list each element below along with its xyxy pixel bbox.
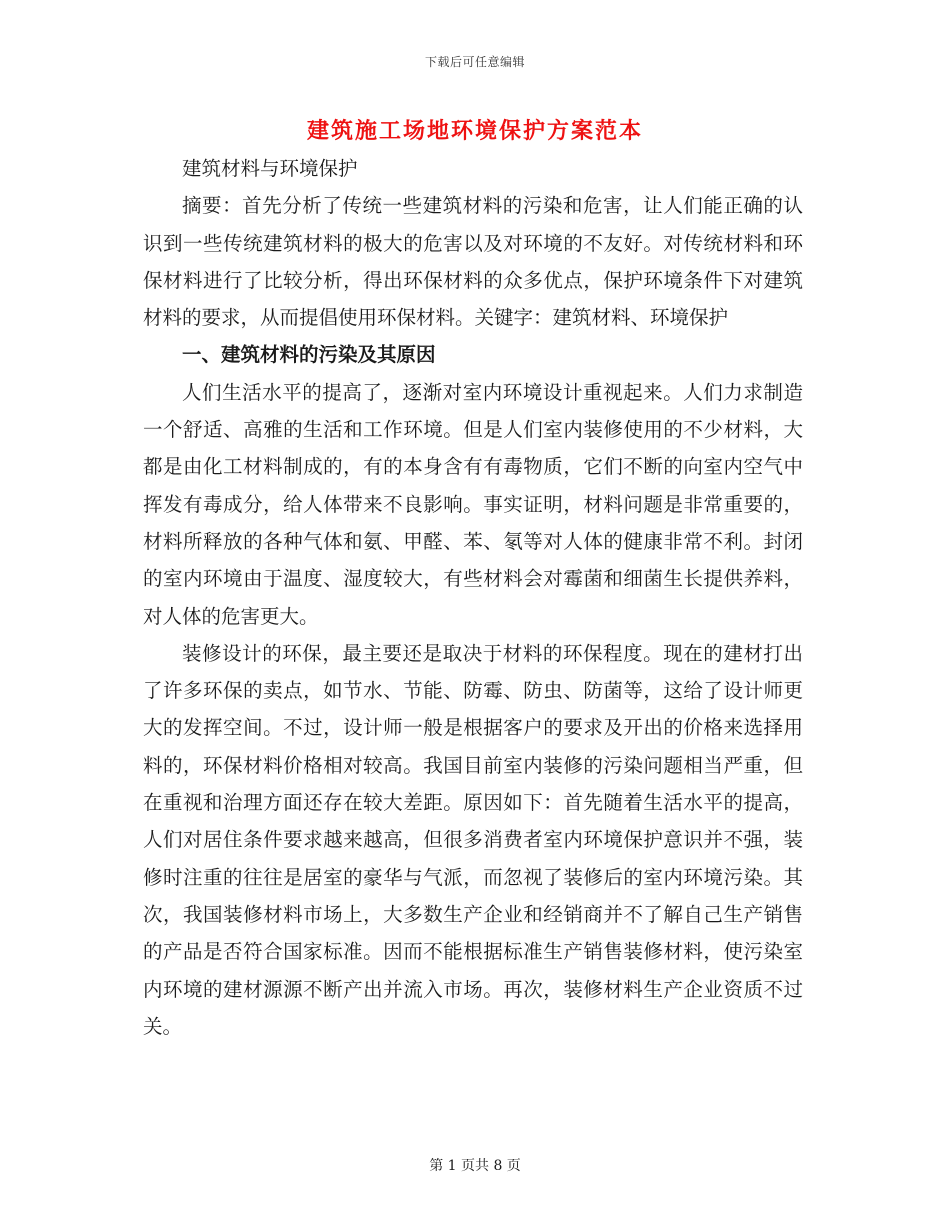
header-note: 下载后可任意编辑 <box>424 55 525 69</box>
paragraph-body: 人们生活水平的提高了，逐渐对室内环境设计重视起来。人们力求制造一个舒适、高雅的生活和工作环境。但是人们室内装修使用的不少材料，大都是由化工材料制成的，有的本身含有有毒物质，它们不断的向室内空气中挥发有毒成分，给人体带来不良影响。事实证明，材料问题是非常重要的，材料所释放的各种气体和氨、甲醛、苯、氡等对人体的健康非常不利。封闭的室内环境由于温度、湿度较大，有些材料会对霉菌和细菌生长提供养料，对人体的危害更大。 <box>143 380 803 628</box>
page-number: 第 1 页共 8 页 <box>429 1158 521 1174</box>
paragraph-subtitle: 建筑材料与环境保护 <box>182 157 358 180</box>
document-body <box>143 150 803 1045</box>
paragraph-abstract: 摘要：首先分析了传统一些建筑材料的污染和危害，让人们能正确的认识到一些传统建筑材料的极大的危害以及对环境的不友好。对传统材料和环保材料进行了比较分析，得出环保材料的众多优点，保护环境条件下对建筑材料的要求，从而提倡使用环保材料。关键字：建筑材料、环境保护 <box>143 194 803 330</box>
section-heading: 一、建筑材料的污染及其原因 <box>182 343 436 367</box>
document-title: 建筑施工场地环境保护方案范本 <box>306 118 643 144</box>
paragraph-body: 装修设计的环保，最主要还是取决于材料的环保程度。现在的建材打出了许多环保的卖点，如节水、节能、防霉、防虫、防菌等，这给了设计师更大的发挥空间。不过，设计师一般是根据客户的要求及开出的价格来选择用料的，环保材料价格相对较高。我国目前室内装修的污染问题相当严重，但在重视和治理方面还存在较大差距。原因如下：首先随着生活水平的提高，人们对居住条件要求越来越高，但很多消费者室内环境保护意识并不强，装修时注重的往往是居室的豪华与气派，而忽视了装修后的室内环境污染。其次，我国装修材料市场上，大多数生产企业和经销商并不了解自己生产销售的产品是否符合国家标准。因而不能根据标准生产销售装修材料，使污染室内环境的建材源源不断产出并流入市场。再次，装修材料生产企业资质不过关。 <box>143 641 803 1038</box>
